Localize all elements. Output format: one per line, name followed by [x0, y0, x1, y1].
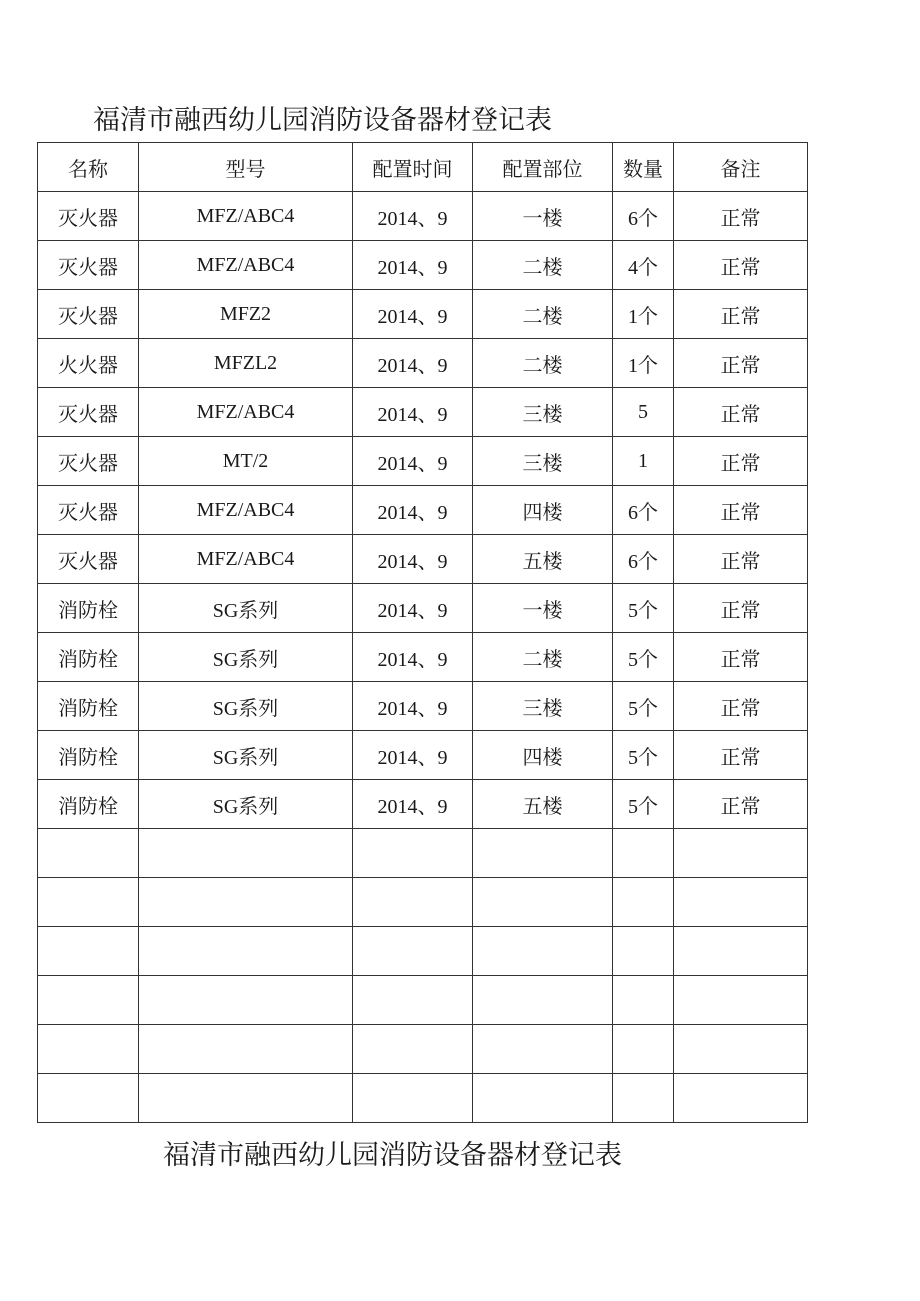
cell-quantity: 6个 — [613, 535, 674, 584]
header-remarks: 备注 — [674, 143, 808, 192]
cell-quantity: 5个 — [613, 731, 674, 780]
cell-model: MT/2 — [139, 437, 353, 486]
cell-name: 灭火器 — [38, 388, 139, 437]
cell-config-time: 2014、9 — [353, 290, 473, 339]
cell-model: SG系列 — [139, 633, 353, 682]
cell-config-time: 2014、9 — [353, 437, 473, 486]
cell-location — [473, 878, 613, 927]
cell-model: SG系列 — [139, 780, 353, 829]
cell-location: 二楼 — [473, 241, 613, 290]
cell-model — [139, 878, 353, 927]
cell-location: 一楼 — [473, 192, 613, 241]
cell-config-time — [353, 829, 473, 878]
table-row — [38, 682, 808, 731]
cell-location: 二楼 — [473, 633, 613, 682]
cell-name: 灭火器 — [38, 486, 139, 535]
cell-location: 五楼 — [473, 780, 613, 829]
header-config-time: 配置时间 — [353, 143, 473, 192]
cell-quantity: 1 — [613, 437, 674, 486]
cell-quantity: 5个 — [613, 780, 674, 829]
table-row — [38, 290, 808, 339]
cell-model: SG系列 — [139, 731, 353, 780]
cell-quantity: 1个 — [613, 290, 674, 339]
cell-remarks — [674, 927, 808, 976]
cell-location: 四楼 — [473, 486, 613, 535]
table-row — [38, 388, 808, 437]
cell-location — [473, 1025, 613, 1074]
cell-location: 二楼 — [473, 339, 613, 388]
cell-remarks — [674, 1074, 808, 1123]
cell-quantity: 4个 — [613, 241, 674, 290]
cell-config-time — [353, 927, 473, 976]
cell-remarks: 正常 — [674, 633, 808, 682]
table-row — [38, 878, 808, 927]
table-row — [38, 1074, 808, 1123]
cell-remarks: 正常 — [674, 290, 808, 339]
cell-name: 消防栓 — [38, 633, 139, 682]
cell-config-time: 2014、9 — [353, 584, 473, 633]
cell-quantity: 5个 — [613, 682, 674, 731]
cell-quantity: 5个 — [613, 633, 674, 682]
cell-name: 消防栓 — [38, 682, 139, 731]
cell-remarks: 正常 — [674, 192, 808, 241]
cell-name — [38, 829, 139, 878]
header-model: 型号 — [139, 143, 353, 192]
cell-model: MFZ/ABC4 — [139, 192, 353, 241]
table-row — [38, 437, 808, 486]
header-quantity: 数量 — [613, 143, 674, 192]
cell-config-time: 2014、9 — [353, 633, 473, 682]
table-row — [38, 486, 808, 535]
cell-quantity — [613, 1074, 674, 1123]
cell-location — [473, 976, 613, 1025]
cell-remarks — [674, 829, 808, 878]
cell-location — [473, 829, 613, 878]
cell-location — [473, 927, 613, 976]
cell-quantity: 6个 — [613, 192, 674, 241]
cell-name: 灭火器 — [38, 437, 139, 486]
cell-remarks: 正常 — [674, 780, 808, 829]
cell-location: 三楼 — [473, 682, 613, 731]
cell-remarks: 正常 — [674, 437, 808, 486]
cell-remarks: 正常 — [674, 241, 808, 290]
cell-config-time: 2014、9 — [353, 192, 473, 241]
cell-config-time: 2014、9 — [353, 486, 473, 535]
cell-name: 消防栓 — [38, 584, 139, 633]
cell-config-time: 2014、9 — [353, 241, 473, 290]
cell-config-time — [353, 1074, 473, 1123]
cell-remarks: 正常 — [674, 535, 808, 584]
table-body — [38, 192, 808, 1123]
cell-name: 灭火器 — [38, 241, 139, 290]
table-row — [38, 829, 808, 878]
cell-name: 消防栓 — [38, 731, 139, 780]
table-row — [38, 192, 808, 241]
cell-name — [38, 1025, 139, 1074]
page-title: 福清市融西幼儿园消防设备器材登记表 — [93, 105, 552, 136]
cell-model: MFZ/ABC4 — [139, 388, 353, 437]
cell-quantity — [613, 976, 674, 1025]
table-row — [38, 1025, 808, 1074]
cell-location: 二楼 — [473, 290, 613, 339]
cell-name — [38, 878, 139, 927]
cell-quantity — [613, 829, 674, 878]
footer-title: 福清市融西幼儿园消防设备器材登记表 — [163, 1140, 622, 1171]
cell-remarks — [674, 1025, 808, 1074]
cell-model — [139, 1025, 353, 1074]
cell-location: 四楼 — [473, 731, 613, 780]
cell-location: 五楼 — [473, 535, 613, 584]
table-row — [38, 927, 808, 976]
table-row — [38, 731, 808, 780]
cell-model: MFZ/ABC4 — [139, 486, 353, 535]
cell-config-time: 2014、9 — [353, 731, 473, 780]
table-row — [38, 584, 808, 633]
cell-remarks: 正常 — [674, 486, 808, 535]
cell-quantity: 5 — [613, 388, 674, 437]
cell-remarks: 正常 — [674, 339, 808, 388]
cell-model — [139, 829, 353, 878]
header-config-location: 配置部位 — [473, 143, 613, 192]
cell-model: SG系列 — [139, 682, 353, 731]
cell-name: 消防栓 — [38, 780, 139, 829]
cell-quantity: 5个 — [613, 584, 674, 633]
cell-name — [38, 976, 139, 1025]
cell-config-time: 2014、9 — [353, 388, 473, 437]
table-row — [38, 339, 808, 388]
cell-remarks: 正常 — [674, 388, 808, 437]
table-row — [38, 633, 808, 682]
cell-quantity — [613, 1025, 674, 1074]
cell-remarks — [674, 976, 808, 1025]
cell-config-time: 2014、9 — [353, 780, 473, 829]
cell-remarks: 正常 — [674, 731, 808, 780]
table-row — [38, 976, 808, 1025]
header-name: 名称 — [38, 143, 139, 192]
cell-model: MFZ/ABC4 — [139, 535, 353, 584]
cell-model: MFZ2 — [139, 290, 353, 339]
cell-remarks — [674, 878, 808, 927]
cell-config-time — [353, 1025, 473, 1074]
cell-name — [38, 927, 139, 976]
table-row — [38, 780, 808, 829]
cell-quantity — [613, 878, 674, 927]
cell-model: SG系列 — [139, 584, 353, 633]
table-row — [38, 535, 808, 584]
cell-quantity: 6个 — [613, 486, 674, 535]
cell-quantity — [613, 927, 674, 976]
cell-name: 灭火器 — [38, 192, 139, 241]
table-header-row — [38, 143, 808, 192]
cell-location: 三楼 — [473, 437, 613, 486]
equipment-register-table — [37, 142, 808, 1123]
cell-model — [139, 927, 353, 976]
table-row — [38, 241, 808, 290]
cell-config-time — [353, 878, 473, 927]
cell-name: 火火器 — [38, 339, 139, 388]
cell-model — [139, 1074, 353, 1123]
cell-name — [38, 1074, 139, 1123]
cell-config-time: 2014、9 — [353, 535, 473, 584]
cell-model — [139, 976, 353, 1025]
cell-config-time — [353, 976, 473, 1025]
cell-model: MFZ/ABC4 — [139, 241, 353, 290]
cell-location: 三楼 — [473, 388, 613, 437]
cell-model: MFZL2 — [139, 339, 353, 388]
cell-config-time: 2014、9 — [353, 682, 473, 731]
cell-name: 灭火器 — [38, 535, 139, 584]
cell-remarks: 正常 — [674, 682, 808, 731]
cell-location: 一楼 — [473, 584, 613, 633]
cell-quantity: 1个 — [613, 339, 674, 388]
cell-config-time: 2014、9 — [353, 339, 473, 388]
cell-name: 灭火器 — [38, 290, 139, 339]
cell-location — [473, 1074, 613, 1123]
cell-remarks: 正常 — [674, 584, 808, 633]
